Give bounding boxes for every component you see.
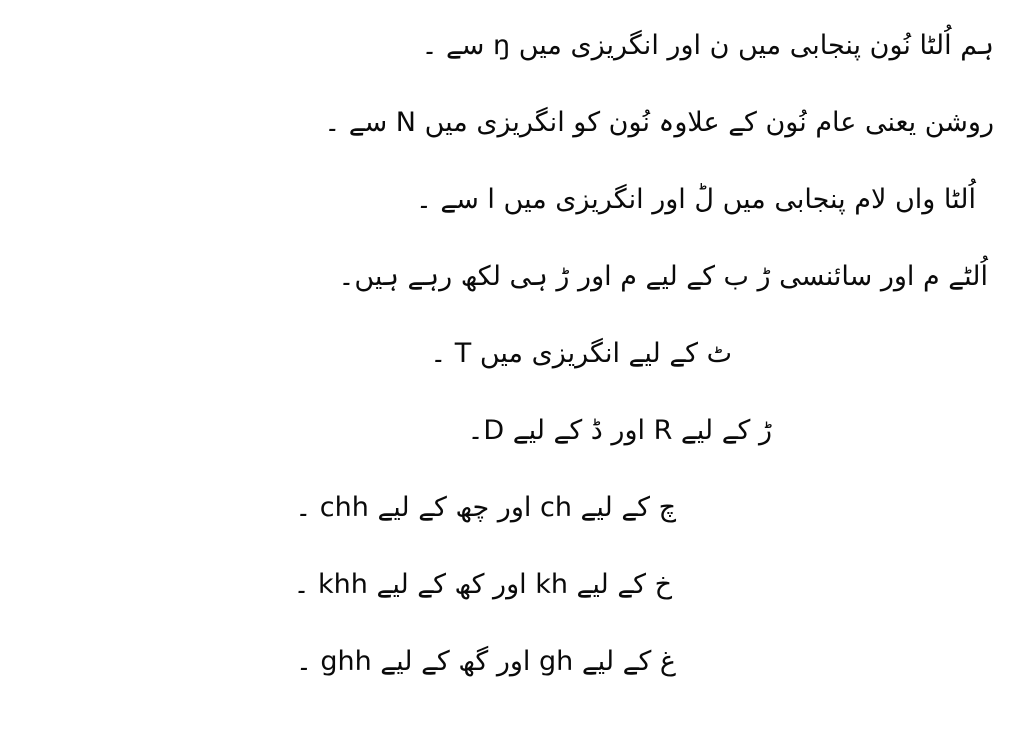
text-line: اُلٹے م اور سائنسی ڑ ب کے لیے م اور ڑ ہی لکھ رہے ہیں۔ <box>338 261 988 293</box>
text-line: اُلٹا واں لام پنجابی میں لؕ اور انگریزی میں l سے ۔ <box>415 184 976 216</box>
document-body <box>30 30 994 677</box>
text-line: ڑ کے لیے R اور ڈ کے لیے D۔ <box>467 415 772 447</box>
text-line: ٹ کے لیے انگریزی میں T ۔ <box>430 338 732 370</box>
text-line: غ کے لیے gh اور گھ کے لیے ghh ۔ <box>295 646 676 678</box>
text-line: ہم اُلٹا نُون پنجابی میں ن اور انگریزی میں ŋ سے ۔ <box>421 30 994 61</box>
text-line: روشن یعنی عام نُون کے علاوہ نُون کو انگریزی میں N سے ۔ <box>324 107 994 139</box>
text-line: چ کے لیے ch اور چھ کے لیے chh ۔ <box>295 492 676 524</box>
text-line: خ کے لیے kh اور کھ کے لیے khh ۔ <box>293 569 672 601</box>
